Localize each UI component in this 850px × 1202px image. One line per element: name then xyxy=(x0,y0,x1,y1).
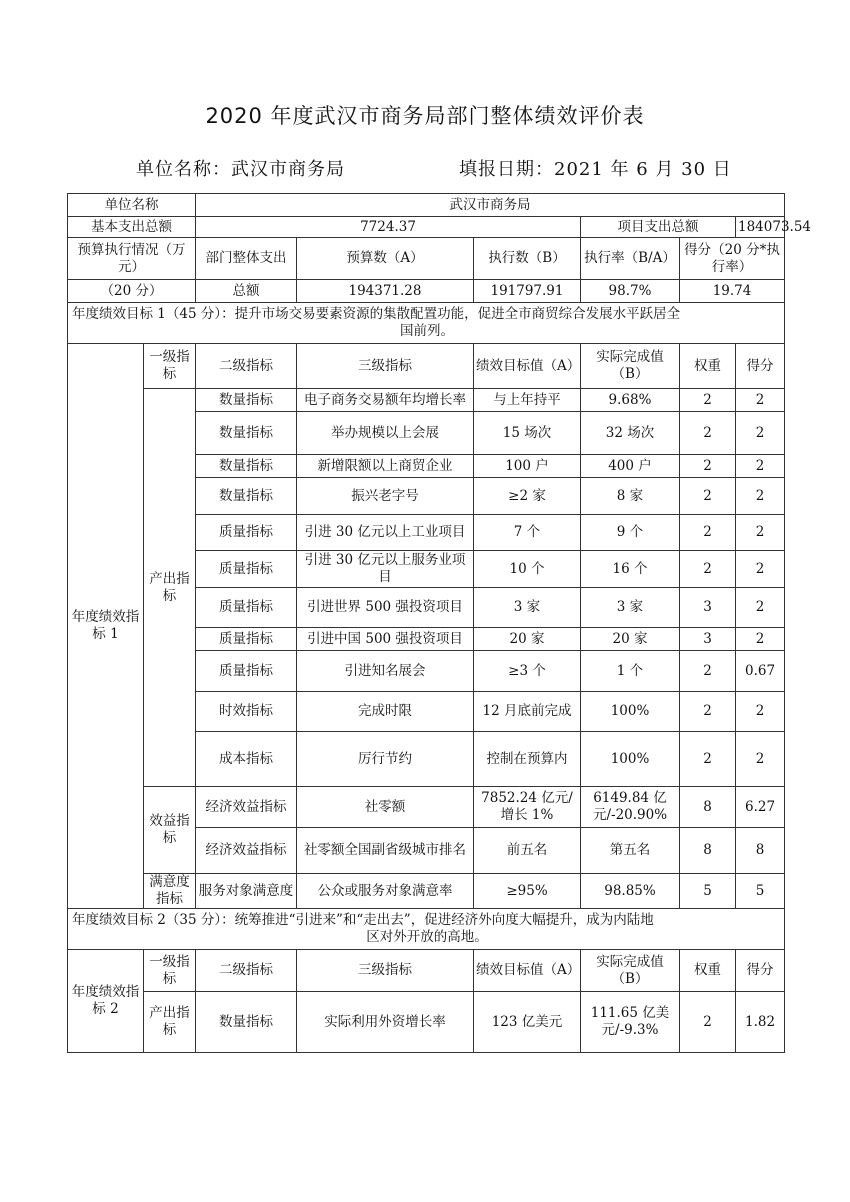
score-cell: 1.82 xyxy=(736,992,785,1053)
weight-cell: 2 xyxy=(680,992,736,1053)
level1-cell: 产出指标 xyxy=(144,992,196,1053)
level2-cell: 质量指标 xyxy=(196,628,297,651)
weight-cell: 2 xyxy=(680,412,736,455)
actual-cell: 6149.84 亿元/-20.90% xyxy=(581,787,680,828)
weight-cell: 2 xyxy=(680,455,736,478)
header-target: 绩效目标值（A） xyxy=(474,344,581,389)
level2-cell: 成本指标 xyxy=(196,732,297,787)
header-weight: 权重 xyxy=(680,344,736,389)
level2-cell: 质量指标 xyxy=(196,551,297,588)
level3-cell: 公众或服务对象满意率 xyxy=(297,874,474,909)
level3-cell: 完成时限 xyxy=(297,692,474,732)
score-cell: 5 xyxy=(736,874,785,909)
budget-value-row xyxy=(68,280,785,303)
target-cell: 10 个 xyxy=(474,551,581,588)
header-weight: 权重 xyxy=(680,950,736,992)
table-row xyxy=(68,389,785,412)
budget-header: 得分（20 分*执行率） xyxy=(680,238,785,280)
table-row xyxy=(68,874,785,909)
target-cell: 控制在预算内 xyxy=(474,732,581,787)
target-cell: 前五名 xyxy=(474,828,581,874)
unit-line xyxy=(136,155,345,181)
budget-label-bottom: （20 分） xyxy=(68,280,196,303)
actual-cell: 9 个 xyxy=(581,515,680,551)
unit-name-label: 单位名称 xyxy=(68,194,196,217)
goal1-line1: 年度绩效目标 1（45 分）：提升市场交易要素资源的集散配置功能，促进全市商贸综合发展水平跃居全 xyxy=(72,306,681,322)
date-line xyxy=(459,155,732,181)
actual-cell: 第五名 xyxy=(581,828,680,874)
goal1-line2: 国前列。 xyxy=(400,323,455,339)
score-cell: 2 xyxy=(736,732,785,787)
unit-label: 单位名称： xyxy=(136,159,231,180)
actual-cell: 111.65 亿美元/-9.3% xyxy=(581,992,680,1053)
expense-row xyxy=(68,217,785,238)
header-level2: 二级指标 xyxy=(196,950,297,992)
target-cell: ≥95% xyxy=(474,874,581,909)
target-cell: 7852.24 亿元/增长 1% xyxy=(474,787,581,828)
weight-cell: 2 xyxy=(680,389,736,412)
target-cell: ≥2 家 xyxy=(474,478,581,515)
budget-header-row xyxy=(68,238,785,280)
page-title: 2020 年度武汉市商务局部门整体绩效评价表 xyxy=(205,104,645,128)
score-cell: 2 xyxy=(736,628,785,651)
level2-cell: 数量指标 xyxy=(196,478,297,515)
level3-cell: 实际利用外资增长率 xyxy=(297,992,474,1053)
level2-cell: 数量指标 xyxy=(196,389,297,412)
target-cell: 与上年持平 xyxy=(474,389,581,412)
indicator-header-row xyxy=(68,344,785,389)
weight-cell: 2 xyxy=(680,692,736,732)
target-cell: 100 户 xyxy=(474,455,581,478)
level1-cell: 满意度指标 xyxy=(144,874,196,909)
weight-cell: 2 xyxy=(680,478,736,515)
goal2-line1: 年度绩效目标 2（35 分）：统筹推进“引进来”和“走出去”，促进经济外向度大幅提升，成为内陆地 xyxy=(72,912,654,928)
score-cell: 6.27 xyxy=(736,787,785,828)
basic-exp-label: 基本支出总额 xyxy=(68,217,196,238)
goal1-row xyxy=(68,303,785,344)
actual-cell: 100% xyxy=(581,732,680,787)
actual-cell: 9.68% xyxy=(581,389,680,412)
weight-cell: 2 xyxy=(680,732,736,787)
level2-cell: 质量指标 xyxy=(196,515,297,551)
actual-cell: 100% xyxy=(581,692,680,732)
actual-cell: 400 户 xyxy=(581,455,680,478)
actual-cell: 3 家 xyxy=(581,588,680,628)
budget-header: 执行数（B） xyxy=(474,238,581,280)
budget-value: 总额 xyxy=(196,280,297,303)
actual-cell: 1 个 xyxy=(581,651,680,692)
level1-cell: 产出指标 xyxy=(144,389,196,787)
level3-cell: 引进 30 亿元以上工业项目 xyxy=(297,515,474,551)
actual-cell: 32 场次 xyxy=(581,412,680,455)
level2-cell: 经济效益指标 xyxy=(196,828,297,874)
level2-cell: 质量指标 xyxy=(196,651,297,692)
header-target: 绩效目标值（A） xyxy=(474,950,581,992)
actual-cell: 16 个 xyxy=(581,551,680,588)
goal1-text xyxy=(68,303,785,344)
level1-cell: 效益指标 xyxy=(144,787,196,874)
project-exp-value: 184073.54 xyxy=(736,217,785,238)
level3-cell: 举办规模以上会展 xyxy=(297,412,474,455)
target-cell: 12 月底前完成 xyxy=(474,692,581,732)
level3-cell: 引进中国 500 强投资项目 xyxy=(297,628,474,651)
level3-cell: 引进世界 500 强投资项目 xyxy=(297,588,474,628)
score-cell: 2 xyxy=(736,412,785,455)
score-cell: 2 xyxy=(736,478,785,515)
date-value: 2021 年 6 月 30 日 xyxy=(554,159,732,180)
actual-cell: 98.85% xyxy=(581,874,680,909)
budget-value: 191797.91 xyxy=(474,280,581,303)
header-level1: 一级指标 xyxy=(144,344,196,389)
target-cell: 20 家 xyxy=(474,628,581,651)
score-cell: 8 xyxy=(736,828,785,874)
weight-cell: 2 xyxy=(680,551,736,588)
level3-cell: 引进 30 亿元以上服务业项目 xyxy=(297,551,474,588)
section-label: 年度绩效指标 2 xyxy=(68,950,144,1053)
weight-cell: 2 xyxy=(680,651,736,692)
weight-cell: 3 xyxy=(680,588,736,628)
evaluation-table xyxy=(67,193,812,1053)
budget-value: 194371.28 xyxy=(297,280,474,303)
budget-header: 预算数（A） xyxy=(297,238,474,280)
indicator-header-row xyxy=(68,950,785,992)
header-level3: 三级指标 xyxy=(297,950,474,992)
level2-cell: 经济效益指标 xyxy=(196,787,297,828)
level2-cell: 服务对象满意度 xyxy=(196,874,297,909)
score-cell: 2 xyxy=(736,588,785,628)
level2-cell: 时效指标 xyxy=(196,692,297,732)
header-score: 得分 xyxy=(736,344,785,389)
level3-cell: 电子商务交易额年均增长率 xyxy=(297,389,474,412)
budget-value: 19.74 xyxy=(680,280,785,303)
header-level3: 三级指标 xyxy=(297,344,474,389)
goal2-line2: 区对外开放的高地。 xyxy=(366,929,488,945)
budget-header: 执行率（B/A） xyxy=(581,238,680,280)
target-cell: 123 亿美元 xyxy=(474,992,581,1053)
header-actual: 实际完成值（B） xyxy=(581,344,680,389)
unit-value: 武汉市商务局 xyxy=(231,159,345,180)
target-cell: ≥3 个 xyxy=(474,651,581,692)
score-cell: 2 xyxy=(736,692,785,732)
level2-cell: 数量指标 xyxy=(196,455,297,478)
actual-cell: 20 家 xyxy=(581,628,680,651)
header-level1: 一级指标 xyxy=(144,950,196,992)
level2-cell: 数量指标 xyxy=(196,992,297,1053)
target-cell: 3 家 xyxy=(474,588,581,628)
target-cell: 7 个 xyxy=(474,515,581,551)
weight-cell: 3 xyxy=(680,628,736,651)
level2-cell: 数量指标 xyxy=(196,412,297,455)
level3-cell: 振兴老字号 xyxy=(297,478,474,515)
score-cell: 2 xyxy=(736,389,785,412)
weight-cell: 5 xyxy=(680,874,736,909)
level2-cell: 质量指标 xyxy=(196,588,297,628)
actual-cell: 8 家 xyxy=(581,478,680,515)
level3-cell: 新增限额以上商贸企业 xyxy=(297,455,474,478)
weight-cell: 8 xyxy=(680,828,736,874)
score-cell: 2 xyxy=(736,551,785,588)
goal2-row xyxy=(68,909,785,950)
header-level2: 二级指标 xyxy=(196,344,297,389)
unit-name-value: 武汉市商务局 xyxy=(196,194,785,217)
level3-cell: 社零额全国副省级城市排名 xyxy=(297,828,474,874)
score-cell: 0.67 xyxy=(736,651,785,692)
section-label: 年度绩效指标 1 xyxy=(68,344,144,909)
table-row xyxy=(68,787,785,828)
score-cell: 2 xyxy=(736,515,785,551)
table-row xyxy=(68,992,785,1053)
level3-cell: 厉行节约 xyxy=(297,732,474,787)
target-cell: 15 场次 xyxy=(474,412,581,455)
level3-cell: 社零额 xyxy=(297,787,474,828)
budget-label-top: 预算执行情况（万元） xyxy=(68,238,196,280)
weight-cell: 2 xyxy=(680,515,736,551)
budget-value: 98.7% xyxy=(581,280,680,303)
project-exp-label: 项目支出总额 xyxy=(581,217,736,238)
basic-exp-value: 7724.37 xyxy=(196,217,581,238)
header-actual: 实际完成值（B） xyxy=(581,950,680,992)
unit-name-row xyxy=(68,194,785,217)
level3-cell: 引进知名展会 xyxy=(297,651,474,692)
date-label: 填报日期： xyxy=(459,159,554,180)
header-score: 得分 xyxy=(736,950,785,992)
weight-cell: 8 xyxy=(680,787,736,828)
score-cell: 2 xyxy=(736,455,785,478)
goal2-text xyxy=(68,909,785,950)
budget-header: 部门整体支出 xyxy=(196,238,297,280)
